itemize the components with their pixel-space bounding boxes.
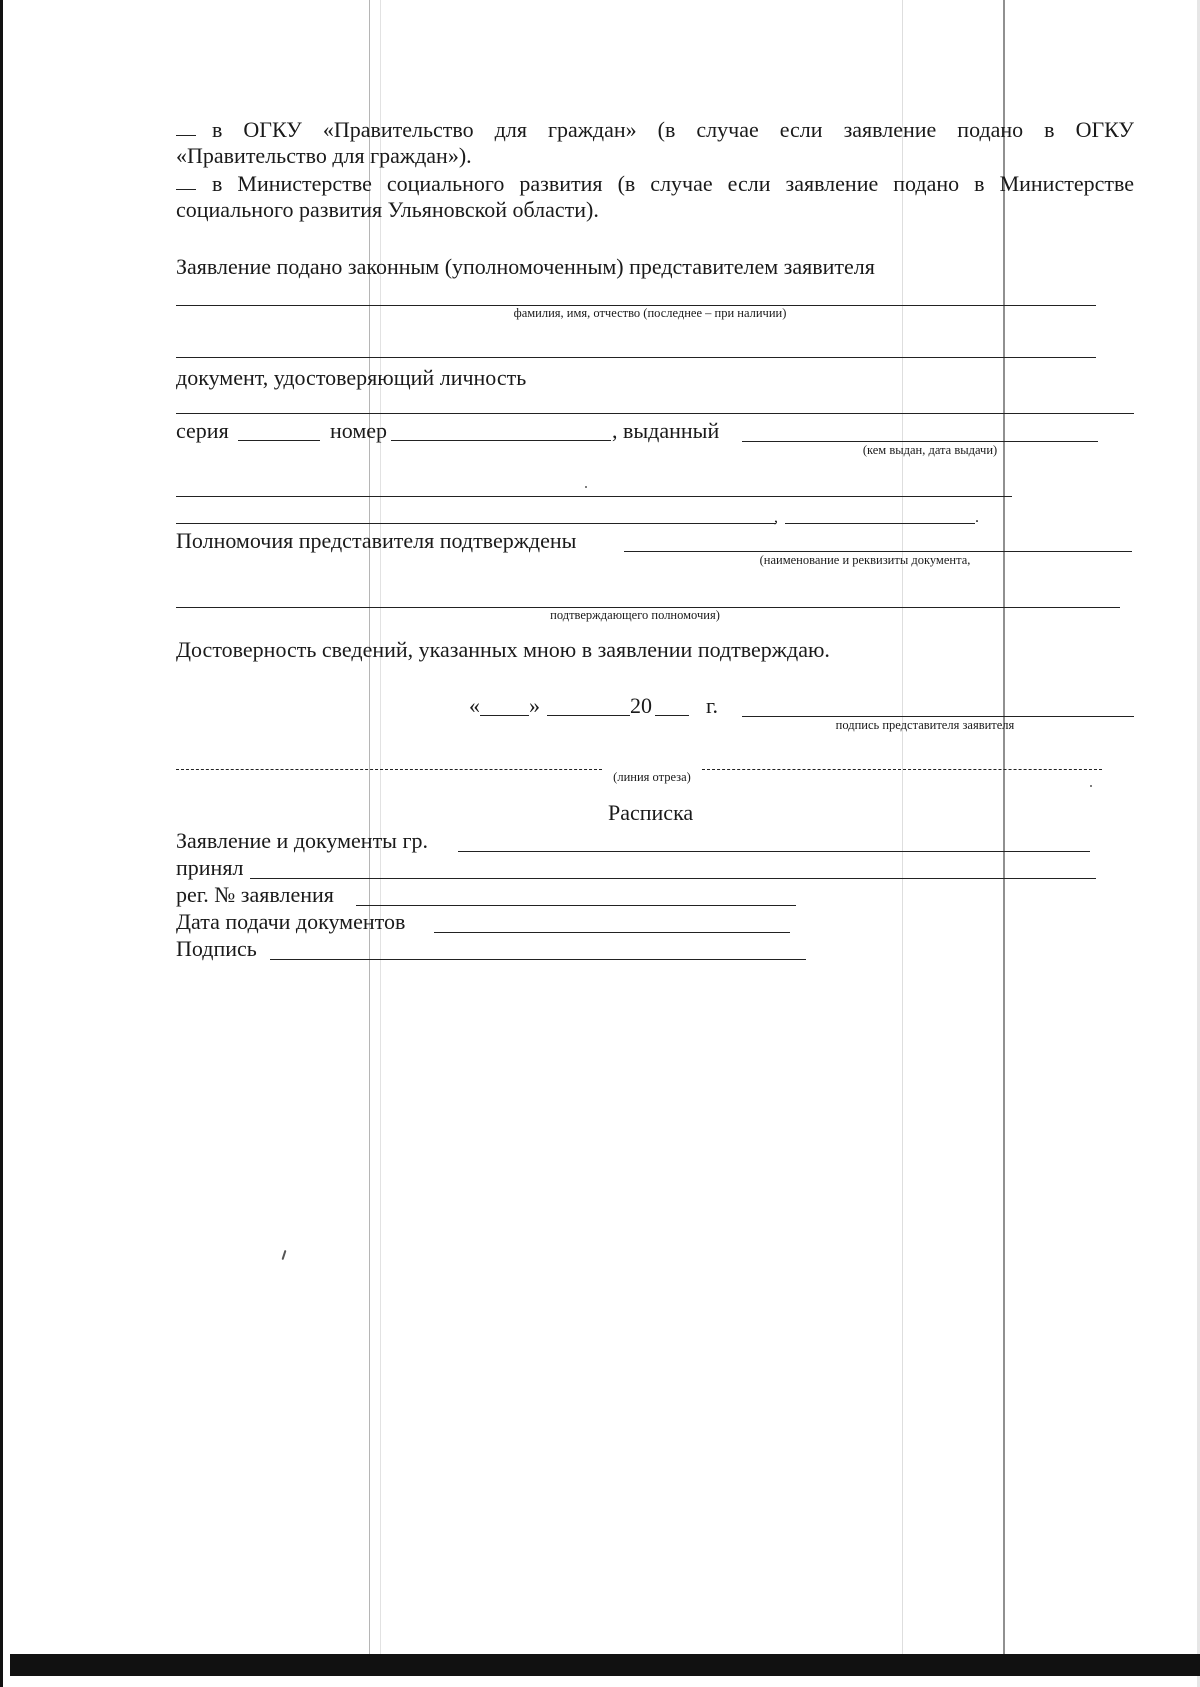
scan-fold-line <box>380 0 381 1654</box>
authority-label: Полномочия представителя подтверждены <box>176 528 577 553</box>
scan-fold-line <box>369 0 370 1654</box>
receipt-date-field[interactable] <box>434 932 790 933</box>
number-field[interactable] <box>391 440 611 441</box>
checkbox-blank-ogku[interactable] <box>176 135 196 136</box>
receipt-docs-label: Заявление и документы гр. <box>176 828 428 853</box>
representative-signature-field[interactable] <box>742 716 1134 717</box>
option-ogku-line2: «Правительство для граждан»). <box>176 143 472 168</box>
issued-field-3b[interactable] <box>785 523 975 524</box>
scan-edge-left <box>0 0 3 1687</box>
option-ministry-line2: социального развития Ульяновской области). <box>176 197 599 222</box>
receipt-reg-field[interactable] <box>356 905 796 906</box>
date-year-field[interactable] <box>655 715 689 716</box>
issued-caption: (кем выдан, дата выдачи) <box>862 443 998 457</box>
date-close-quote: » <box>529 693 540 718</box>
receipt-date-label: Дата подачи документов <box>176 909 406 934</box>
fio-field-2[interactable] <box>176 357 1096 358</box>
confirm-text: Достоверность сведений, указанных мною в заявлении подтверждаю. <box>176 637 830 662</box>
series-label: серия <box>176 418 229 443</box>
receipt-signature-label: Подпись <box>176 936 257 961</box>
cut-line <box>176 769 602 770</box>
checkbox-blank-ministry[interactable] <box>176 189 196 190</box>
authority-caption-2: подтверждающего полномочия) <box>550 608 720 622</box>
option-ogku-line1: в ОГКУ «Правительство для граждан» (в случае если заявление подано в ОГКУ <box>212 117 1134 142</box>
issued-period: . <box>975 509 979 526</box>
receipt-accepted-field[interactable] <box>250 878 1096 879</box>
series-field[interactable] <box>238 440 320 441</box>
receipt-signature-field[interactable] <box>270 959 806 960</box>
fio-caption: фамилия, имя, отчество (последнее – при наличии) <box>513 306 787 320</box>
scan-fold-line <box>1003 0 1005 1654</box>
signature-caption: подпись представителя заявителя <box>835 718 1015 732</box>
receipt-title: Расписка <box>608 800 694 825</box>
date-open-quote: « <box>469 693 480 718</box>
cut-line-caption: (линия отреза) <box>613 770 691 784</box>
issued-label: , выданный <box>612 418 720 443</box>
scan-fold-line <box>902 0 903 1654</box>
issued-field-3a[interactable] <box>176 523 776 524</box>
date-month-field[interactable] <box>547 715 630 716</box>
id-document-field[interactable] <box>176 413 1134 414</box>
date-day-field[interactable] <box>480 715 529 716</box>
issued-comma: , <box>774 509 778 526</box>
authority-caption-1: (наименование и реквизиты документа, <box>759 553 971 567</box>
receipt-docs-field[interactable] <box>458 851 1090 852</box>
receipt-accepted-label: принял <box>176 855 244 880</box>
scan-speck <box>1090 785 1092 787</box>
cut-line <box>702 769 1102 770</box>
authority-field[interactable] <box>624 551 1132 552</box>
date-year-suffix: г. <box>706 693 719 718</box>
receipt-reg-label: рег. № заявления <box>176 882 334 907</box>
option-ministry-line1: в Министерстве социального развития (в случае если заявление подано в Министерстве <box>212 171 1134 196</box>
date-year-prefix: 20 <box>630 693 652 718</box>
scan-speck <box>282 1250 287 1260</box>
number-label: номер <box>330 418 388 443</box>
representative-heading: Заявление подано законным (уполномоченным) представителем заявителя <box>176 254 875 279</box>
scan-speck <box>585 486 587 488</box>
issued-field[interactable] <box>742 441 1098 442</box>
issued-field-2[interactable] <box>176 496 1012 497</box>
scan-edge-bottom <box>10 1654 1200 1676</box>
id-document-label: документ, удостоверяющий личность <box>176 365 527 390</box>
